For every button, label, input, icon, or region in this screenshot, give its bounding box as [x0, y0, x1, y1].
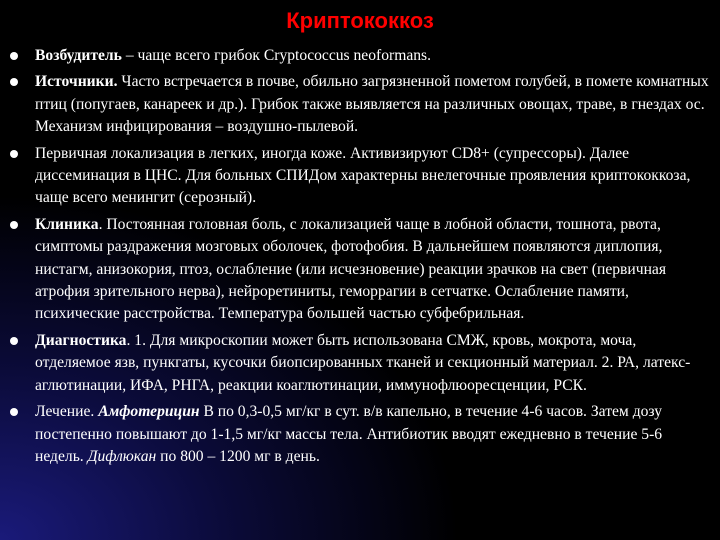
treatment-dosage-text: В по 0,3-0,5 мг/кг в сут. в/в капельно, в течение 4-6 часов. Затем дозу постепенно повышают до 1-1,5 мг/кг массы тела. Антибиотик вводят ежедневно в течение 5-6 недель. [35, 403, 663, 465]
pathogen-text: – чаще всего грибок Cryptococcus neoformans. [121, 47, 432, 64]
bullet-dot-icon [10, 52, 18, 60]
bullet-treatment [10, 401, 710, 468]
bullet-dot-icon [10, 337, 18, 345]
bullet-dot-icon [10, 150, 18, 158]
bullet-dot-icon [10, 408, 18, 416]
bullet-clinic [10, 214, 710, 326]
drug-amphotericin: Амфотерицин [98, 403, 200, 421]
clinic-text: . Постоянная головная боль, с локализацией чаще в лобной области, тошнота, рвота, симптомы раздражения мозговых оболочек, фотофобия. В дальнейшем появляются диплопия, нистагм, анизокория, птоз, ослабление (или исчезновение) реакции зрачков на свет (первичная атрофия зрительного нерва), нейроретиниты, геморрагии в сетчатке. Ослабление памяти, психические расстройства. Температура большей частью субфебрильная. [35, 215, 667, 323]
sources-text: Часто встречается в почве, обильно загрязненной пометом голубей, в помете комнатных птиц (попугаев, канареек и др.). Грибок также выявляется на различных овощах, траве, в гнездах ос. Механизм инфицирования – воздушно-пылевой. [35, 73, 709, 136]
treatment-diflucan-dose: по 800 – 1200 мг в день. [156, 447, 320, 465]
diagnostics-heading: Диагностика [35, 331, 127, 349]
clinic-heading: Клиника [35, 215, 99, 233]
bullet-diagnostics [10, 330, 710, 397]
bullet-pathogen [10, 45, 710, 67]
drug-diflucan: Дифлюкан [87, 447, 157, 465]
treatment-label: Лечение. [35, 403, 99, 421]
bullet-dot-icon [10, 78, 18, 86]
pathogen-heading: Возбудитель [35, 47, 122, 64]
slide-title: Криптококкоз [286, 8, 434, 33]
bullet-localization [10, 143, 710, 210]
sources-heading: Источники. [35, 73, 118, 91]
bullet-list [10, 45, 710, 472]
diagnostics-text: . 1. Для микроскопии может быть использована СМЖ, кровь, мокрота, моча, отделяемое язв, пункгаты, кусочки биопсированных тканей и секционный материал. 2. РА, латекс-аглютинации, ИФА, РНГА, реакции коаглютинации, иммунофлюоресценции, РСК. [35, 331, 691, 394]
bullet-sources [10, 71, 710, 138]
bullet-dot-icon [10, 221, 18, 229]
localization-text: Первичная локализация в легких, иногда коже. Активизируют CD8+ (супрессоры). Далее диссеминация в ЦНС. Для больных СПИДом характерны внелегочные проявления криптококкоза, чаще всего менингит (серозный). [35, 144, 691, 207]
